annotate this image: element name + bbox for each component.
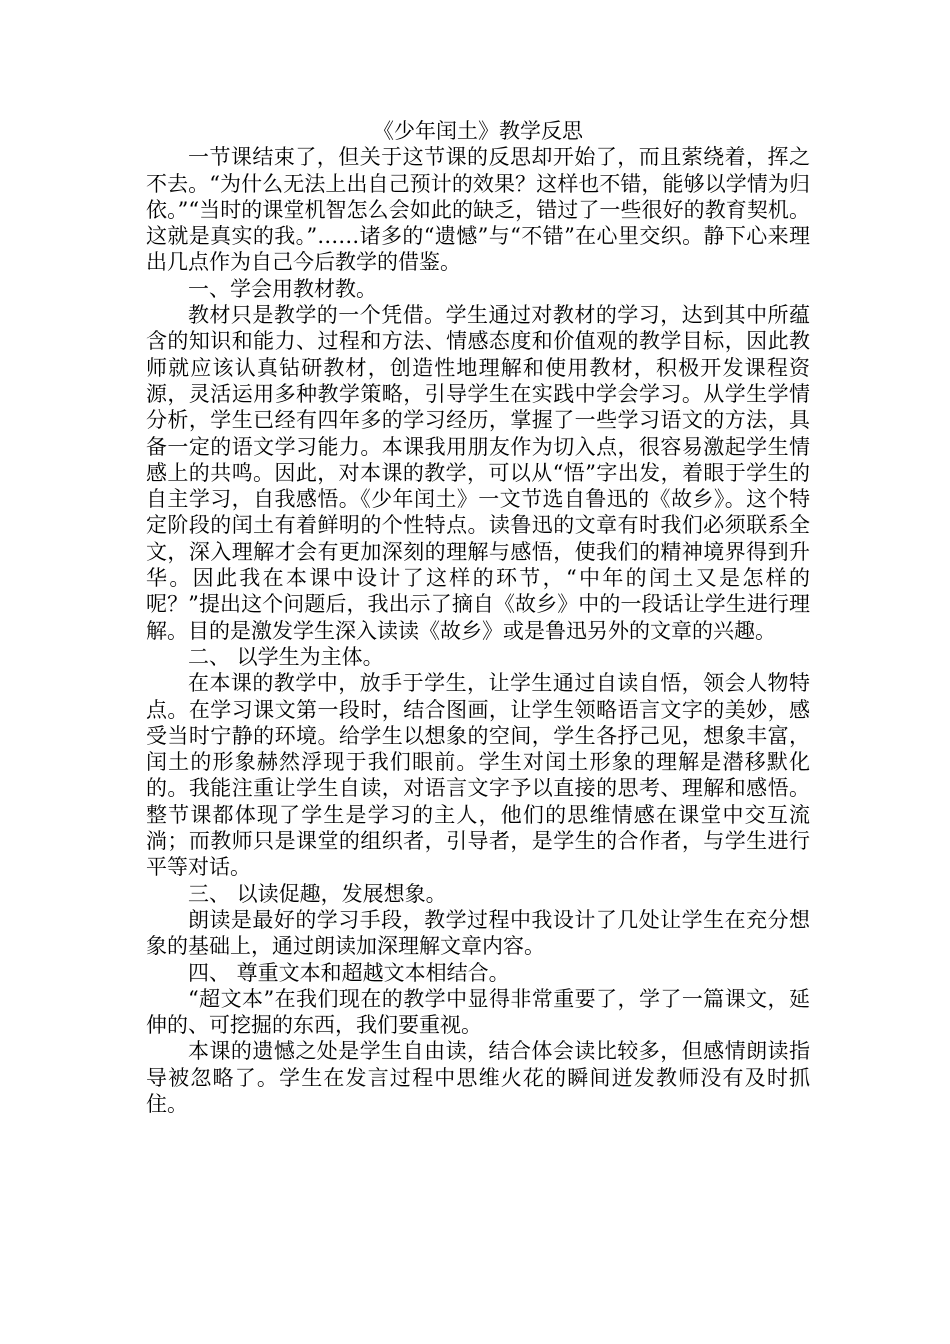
paragraph-section-1: 教材只是教学的一个凭借。学生通过对教材的学习，达到其中所蕴含的知识和能力、过程和方法、情感态度和价值观的教学目标，因此教师就应该认真钻研教材，创造性地理解和使用教材，积极开发课程资源，灵活运用多种教学策略，引导学生在实践中学会学习。从学生学情分析，学生已经有四年多的学习经历，掌握了一些学习语文的方法，具备一定的语文学习能力。本课我用朋友作为切入点，很容易激起学生情感上的共鸣。因此，对本课的教学，可以从“悟”字出发，着眼于学生的自主学习，自我感悟。《少年闰土》一文节选自鲁迅的《故乡》。这个特定阶段的闰土有着鲜明的个性特点。读鲁迅的文章有时我们必须联系全文，深入理解才会有更加深刻的理解与感悟，使我们的精神境界得到升华。因此我在本课中设计了这样的环节，“中年的闰土又是怎样的呢？”提出这个问题后，我出示了摘自《故乡》中的一段话让学生进行理解。目的是激发学生深入读读《故乡》或是鲁迅另外的文章的兴趣。 — [146, 303, 810, 643]
document-page — [146, 118, 810, 1117]
section-heading-1: 一、学会用教材教。 — [188, 276, 377, 301]
paragraph-section-4: “超文本”在我们现在的教学中显得非常重要了，学了一篇课文，延伸的、可挖掘的东西，我们要重视。 — [146, 986, 810, 1038]
paragraph-intro: 一节课结束了，但关于这节课的反思却开始了，而且萦绕着，挥之不去。“为什么无法上出自己预计的效果？这样也不错，能够以学情为归依。”“当时的课堂机智怎么会如此的缺乏，错过了一些很好的教育契机。这就是真实的我。”……诸多的“遗憾”与“不错”在心里交织。静下心来理出几点作为自己今后教学的借鉴。 — [146, 145, 810, 275]
document-title: 《少年闰土》教学反思 — [373, 119, 583, 143]
paragraph-section-2: 在本课的教学中，放手于学生，让学生通过自读自悟，领会人物特点。在学习课文第一段时，结合图画，让学生领略语言文字的美妙，感受当时宁静的环境。给学生以想象的空间，学生各抒己见，想象丰富，闰土的形象赫然浮现于我们眼前。学生对闰土形象的理解是潜移默化的。我能注重让学生自读，对语言文字予以直接的思考、理解和感悟。整节课都体现了学生是学习的主人，他们的思维情感在课堂中交互流淌；而教师只是课堂的组织者，引导者，是学生的合作者，与学生进行平等对话。 — [146, 671, 810, 880]
paragraph-section-3: 朗读是最好的学习手段，教学过程中我设计了几处让学生在充分想象的基础上，通过朗读加深理解文章内容。 — [146, 907, 810, 959]
paragraph-conclusion: 本课的遗憾之处是学生自由读，结合体会读比较多，但感情朗读指导被忽略了。学生在发言过程中思维火花的瞬间迸发教师没有及时抓住。 — [146, 1039, 810, 1116]
section-heading-2: 二、 以学生为主体。 — [188, 644, 384, 669]
section-heading-3: 三、 以读促趣，发展想象。 — [188, 881, 447, 906]
section-heading-4: 四、 尊重文本和超越文本相结合。 — [188, 960, 510, 985]
